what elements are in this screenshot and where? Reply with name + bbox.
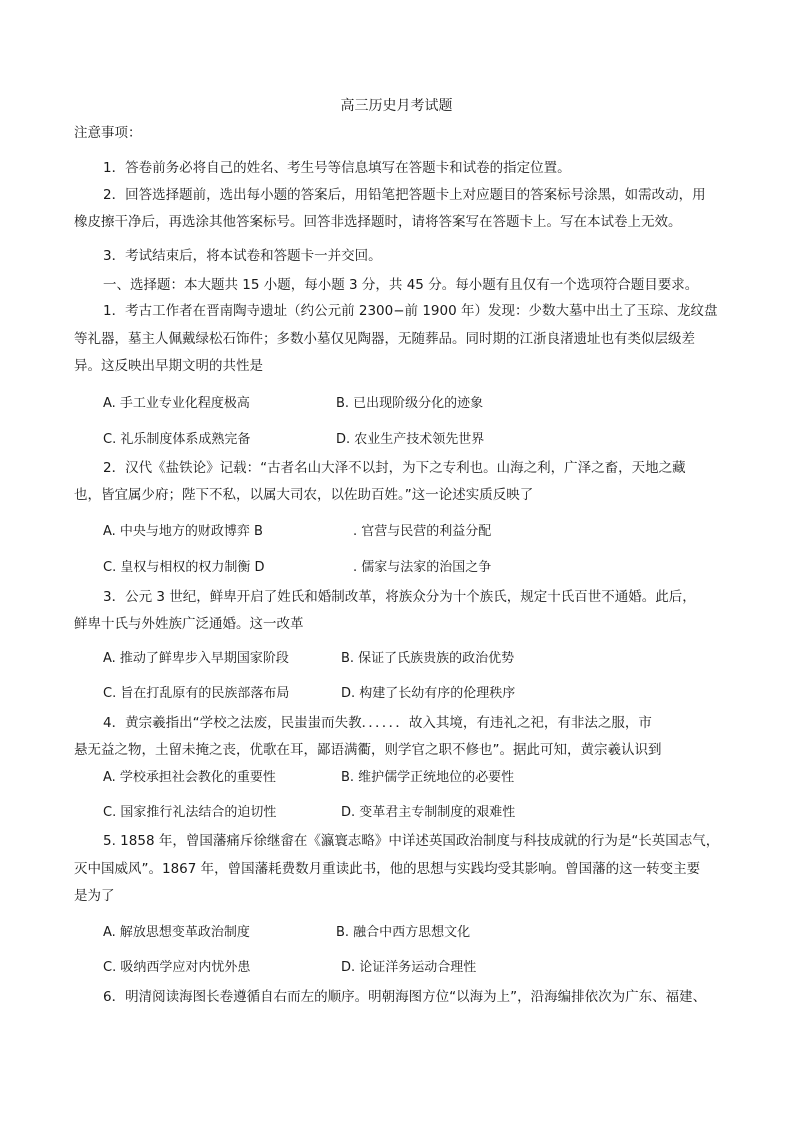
notice-heading: 注意事项： <box>74 125 142 141</box>
question-4-option-c: C. 国家推行礼法结合的迫切性 <box>103 805 277 820</box>
question-6-line-1: 6．明清阅读海图长卷遵循自右而左的顺序。明朝海图方位“以海为上”，沿海编排依次为广东、福建、 <box>103 989 707 1005</box>
section-heading: 一、选择题：本大题共 15 小题，每小题 3 分，共 45 分。每小题有且仅有一个选项符合题目要求。 <box>103 277 699 293</box>
question-1-option-c: C. 礼乐制度体系成熟完备 <box>103 432 251 447</box>
question-3-option-d: D. 构建了长幼有序的伦理秩序 <box>341 686 516 701</box>
notice-item-3: 3．考试结束后，将本试卷和答题卡一并交回。 <box>103 248 382 264</box>
question-2-option-d: . 儒家与法家的治国之争 <box>353 560 492 575</box>
question-5-option-c: C. 吸纳西学应对内忧外患 <box>103 960 251 975</box>
notice-item-2-line-1: 2．回答选择题前，选出每小题的答案后，用铅笔把答题卡上对应题目的答案标号涂黑，如需改动，用 <box>103 187 706 203</box>
page-title: 高三历史月考试题 <box>340 98 453 114</box>
question-3-option-a: A. 推动了鲜卑步入早期国家阶段 <box>103 651 289 666</box>
question-1-line-3: 异。这反映出早期文明的共性是 <box>74 358 263 374</box>
question-2-line-2: 也，皆宜属少府；陛下不私，以属大司农，以佐助百姓。”这一论述实质反映了 <box>74 487 534 503</box>
question-4-line-1: 4．黄宗羲指出“学校之法废，民蚩蚩而失教．．．．．．故入其境，有违礼之祀，有非法之服，市 <box>103 715 652 731</box>
question-4-line-2: 悬无益之物，土留未掩之丧，优歌在耳，鄙语满衢，则学官之职不修也”。据此可知，黄宗羲认识到 <box>74 742 662 758</box>
question-2-option-a: A. 中央与地方的财政博弈 B <box>103 524 263 539</box>
question-4-option-d: D. 变革君主专制制度的艰难性 <box>341 805 516 820</box>
question-5-line-1: 5. 1858 年，曾国藩痛斥徐继畲在《瀛寰志略》中详述英国政治制度与科技成就的行为是“长英国志气， <box>103 833 720 849</box>
question-1-option-d: D. 农业生产技术领先世界 <box>336 432 485 447</box>
notice-item-2-line-2: 橡皮擦干净后，再选涂其他答案标号。回答非选择题时，请将答案写在答题卡上。写在本试卷上无效。 <box>74 214 682 230</box>
question-3-option-b: B. 保证了氏族贵族的政治优势 <box>341 651 515 666</box>
question-4-option-a: A. 学校承担社会教化的重要性 <box>103 770 276 785</box>
question-2-option-b: . 官营与民营的利益分配 <box>353 524 492 539</box>
question-2-line-1: 2．汉代《盐铁论》记载：“古者名山大泽不以封，为下之专利也。山海之利，广泽之畜，天地之藏 <box>103 460 686 476</box>
question-2-option-c: C. 皇权与相权的权力制衡 D <box>103 560 265 575</box>
question-1-option-b: B. 已出现阶级分化的迹象 <box>336 396 484 411</box>
question-1-line-2: 等礼器，墓主人佩戴绿松石饰件；多数小墓仅见陶器，无随葬品。同时期的江浙良渚遗址也有类似层级差 <box>74 331 695 347</box>
question-5-option-b: B. 融合中西方思想文化 <box>336 925 471 940</box>
question-3-line-1: 3．公元 3 世纪，鲜卑开启了姓氏和婚制改革，将族众分为十个族氏，规定十氏百世不通婚。此后， <box>103 589 696 605</box>
question-5-line-2: 灭中国威风”。1867 年，曾国藩耗费数月重读此书，他的思想与实践均受其影响。曾国藩的这一转变主要 <box>74 861 701 877</box>
question-4-option-b: B. 维护儒学正统地位的必要性 <box>341 770 515 785</box>
question-3-option-c: C. 旨在打乱原有的民族部落布局 <box>103 686 290 701</box>
question-5-line-3: 是为了 <box>74 888 115 904</box>
question-1-line-1: 1．考古工作者在晋南陶寺遗址（约公元前 2300−前 1900 年）发现：少数大墓中出土了玉琮、龙纹盘 <box>103 303 718 319</box>
question-5-option-a: A. 解放思想变革政治制度 <box>103 925 250 940</box>
question-3-line-2: 鲜卑十氏与外姓族广泛通婚。这一改革 <box>74 616 304 632</box>
question-1-option-a: A. 手工业专业化程度极高 <box>103 396 250 411</box>
notice-item-1: 1．答卷前务必将自己的姓名、考生号等信息填写在答题卡和试卷的指定位置。 <box>103 160 571 176</box>
question-5-option-d: D. 论证洋务运动合理性 <box>341 960 477 975</box>
